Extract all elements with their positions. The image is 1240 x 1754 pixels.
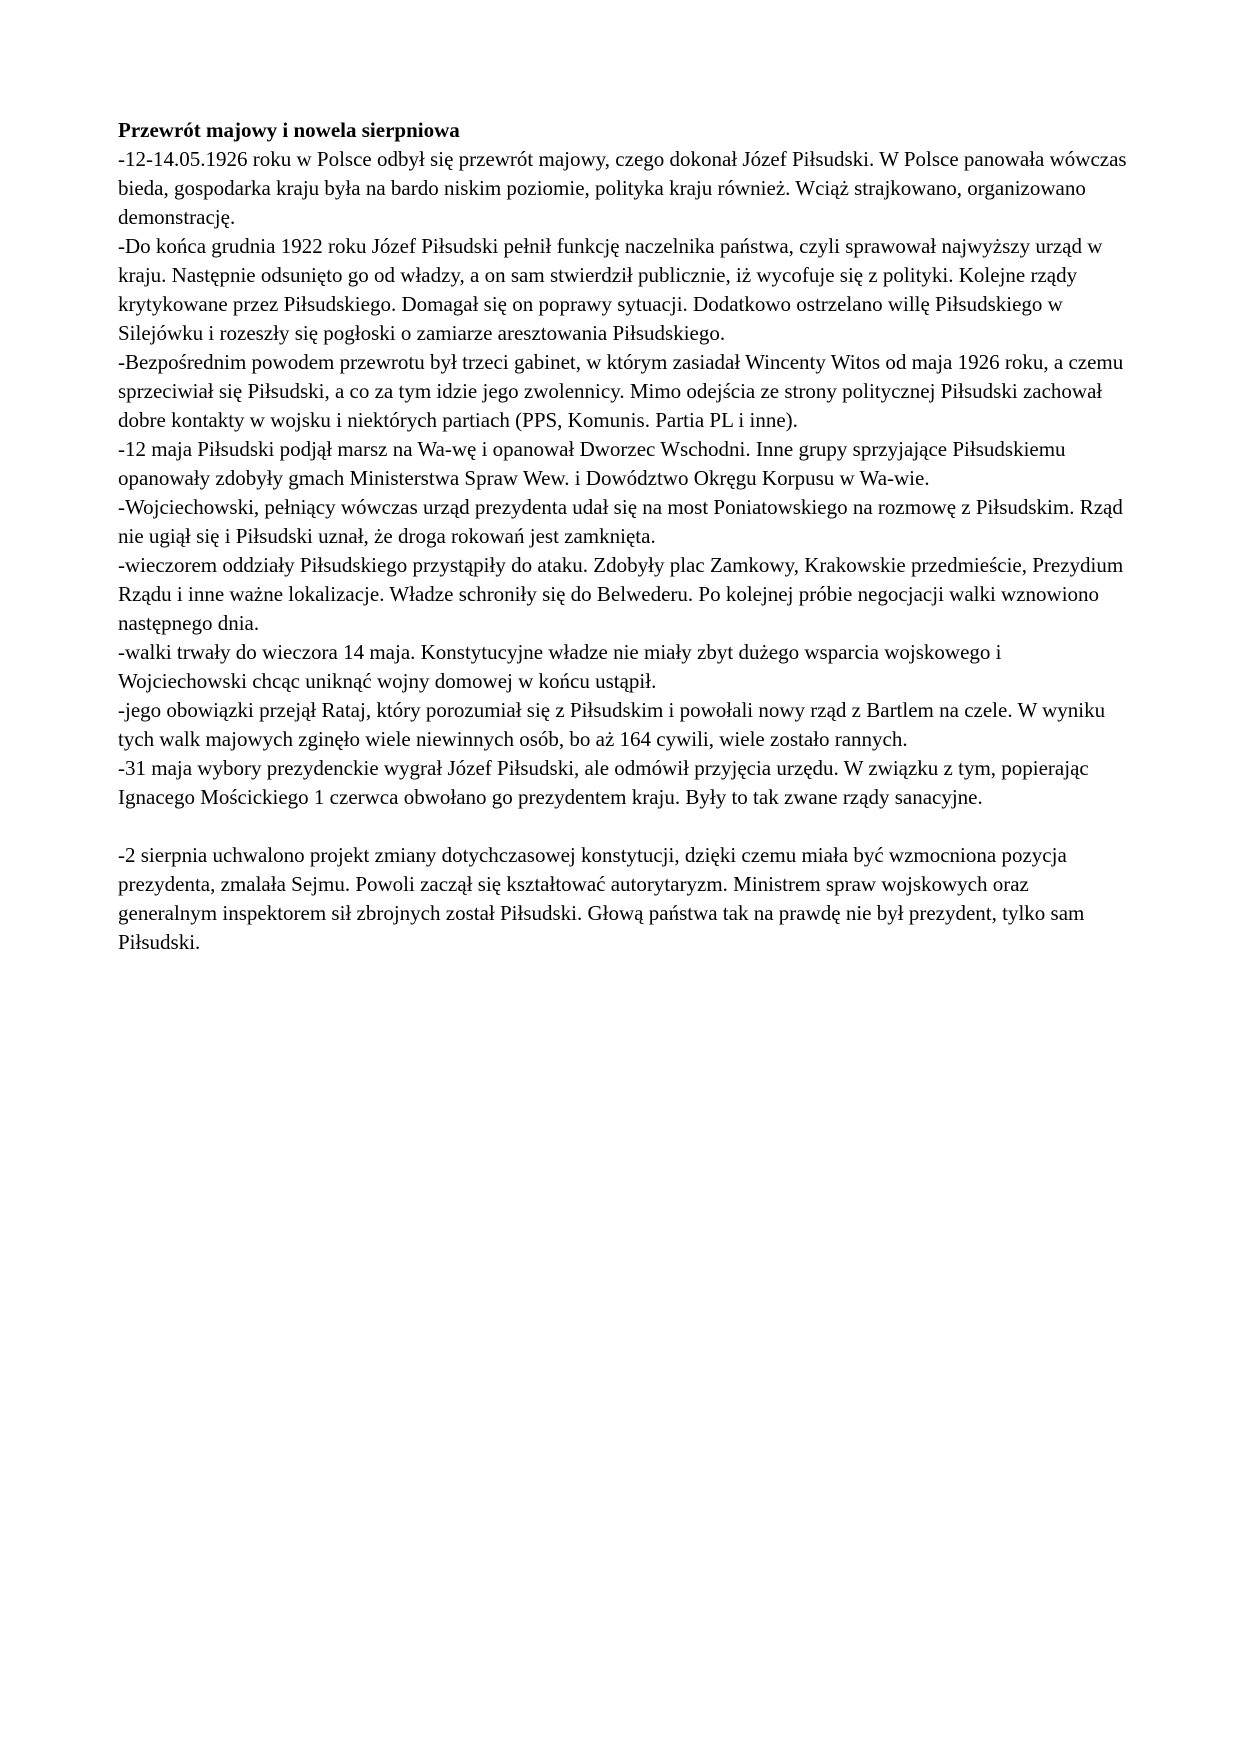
paragraph: -12-14.05.1926 roku w Polsce odbył się przewrót majowy, czego dokonał Józef Piłsudski. W Polsce panowała wówczas bieda, gospodarka kraju była na bardo niskim poziomie, polityka kraju również. Wciąż strajkowano, organizowano demonstrację. xyxy=(118,147,1127,229)
paragraph: -Wojciechowski, pełniący wówczas urząd prezydenta udał się na most Poniatowskiego na rozmowę z Piłsudskim. Rząd nie ugiął się i Piłsudski uznał, że droga rokowań jest zamknięta. xyxy=(118,495,1123,548)
final-paragraph: -2 sierpnia uchwalono projekt zmiany dotychczasowej konstytucji, dzięki czemu miała być wzmocniona pozycja prezydenta, zmalała Sejmu. Powoli zaczął się kształtować autorytaryzm. Ministrem spraw wojskowych oraz generalnym inspektorem sił zbrojnych został Piłsudski. Głową państwa tak na prawdę nie był prezydent, tylko sam Piłsudski. xyxy=(118,843,1085,954)
document-title: Przewrót majowy i nowela sierpniowa xyxy=(118,118,460,142)
paragraph: -jego obowiązki przejął Rataj, który porozumiał się z Piłsudskim i powołali nowy rząd z Bartlem na czele. W wyniku tych walk majowych zginęło wiele niewinnych osób, bo aż 164 cywili, wiele zostało rannych. xyxy=(118,698,1106,751)
blank-line xyxy=(118,812,1128,841)
paragraph: -12 maja Piłsudski podjął marsz na Wa-wę i opanował Dworzec Wschodni. Inne grupy sprzyjające Piłsudskiemu opanowały zdobyły gmach Ministerstwa Spraw Wew. i Dowództwo Okręgu Korpusu w Wa-wie. xyxy=(118,437,1066,490)
paragraph: -walki trwały do wieczora 14 maja. Konstytucyjne władze nie miały zbyt dużego wsparcia wojskowego i Wojciechowski chcąc uniknąć wojny domowej w końcu ustąpił. xyxy=(118,640,1002,693)
paragraph: -wieczorem oddziały Piłsudskiego przystąpiły do ataku. Zdobyły plac Zamkowy, Krakowskie przedmieście, Prezydium Rządu i inne ważne lokalizacje. Władze schroniły się do Belwederu. Po kolejnej próbie negocjacji walki wznowiono następnego dnia. xyxy=(118,553,1124,635)
paragraph: -Bezpośrednim powodem przewrotu był trzeci gabinet, w którym zasiadał Wincenty Witos od maja 1926 roku, a czemu sprzeciwiał się Piłsudski, a co za tym idzie jego zwolennicy. Mimo odejścia ze strony politycznej Piłsudski zachował dobre kontakty w wojsku i niektórych partiach (PPS, Komunis. Partia PL i inne). xyxy=(118,350,1124,432)
document-body xyxy=(118,116,1128,957)
paragraph: -31 maja wybory prezydenckie wygrał Józef Piłsudski, ale odmówił przyjęcia urzędu. W związku z tym, popierając Ignacego Mościckiego 1 czerwca obwołano go prezydentem kraju. Były to tak zwane rządy sanacyjne. xyxy=(118,756,1089,809)
paragraph: -Do końca grudnia 1922 roku Józef Piłsudski pełnił funkcję naczelnika państwa, czyli sprawował najwyższy urząd w kraju. Następnie odsunięto go od władzy, a on sam stwierdził publicznie, iż wycofuje się z polityki. Kolejne rządy krytykowane przez Piłsudskiego. Domagał się on poprawy sytuacji. Dodatkowo ostrzelano willę Piłsudskiego w Silejówku i rozeszły się pogłoski o zamiarze aresztowania Piłsudskiego. xyxy=(118,234,1103,345)
